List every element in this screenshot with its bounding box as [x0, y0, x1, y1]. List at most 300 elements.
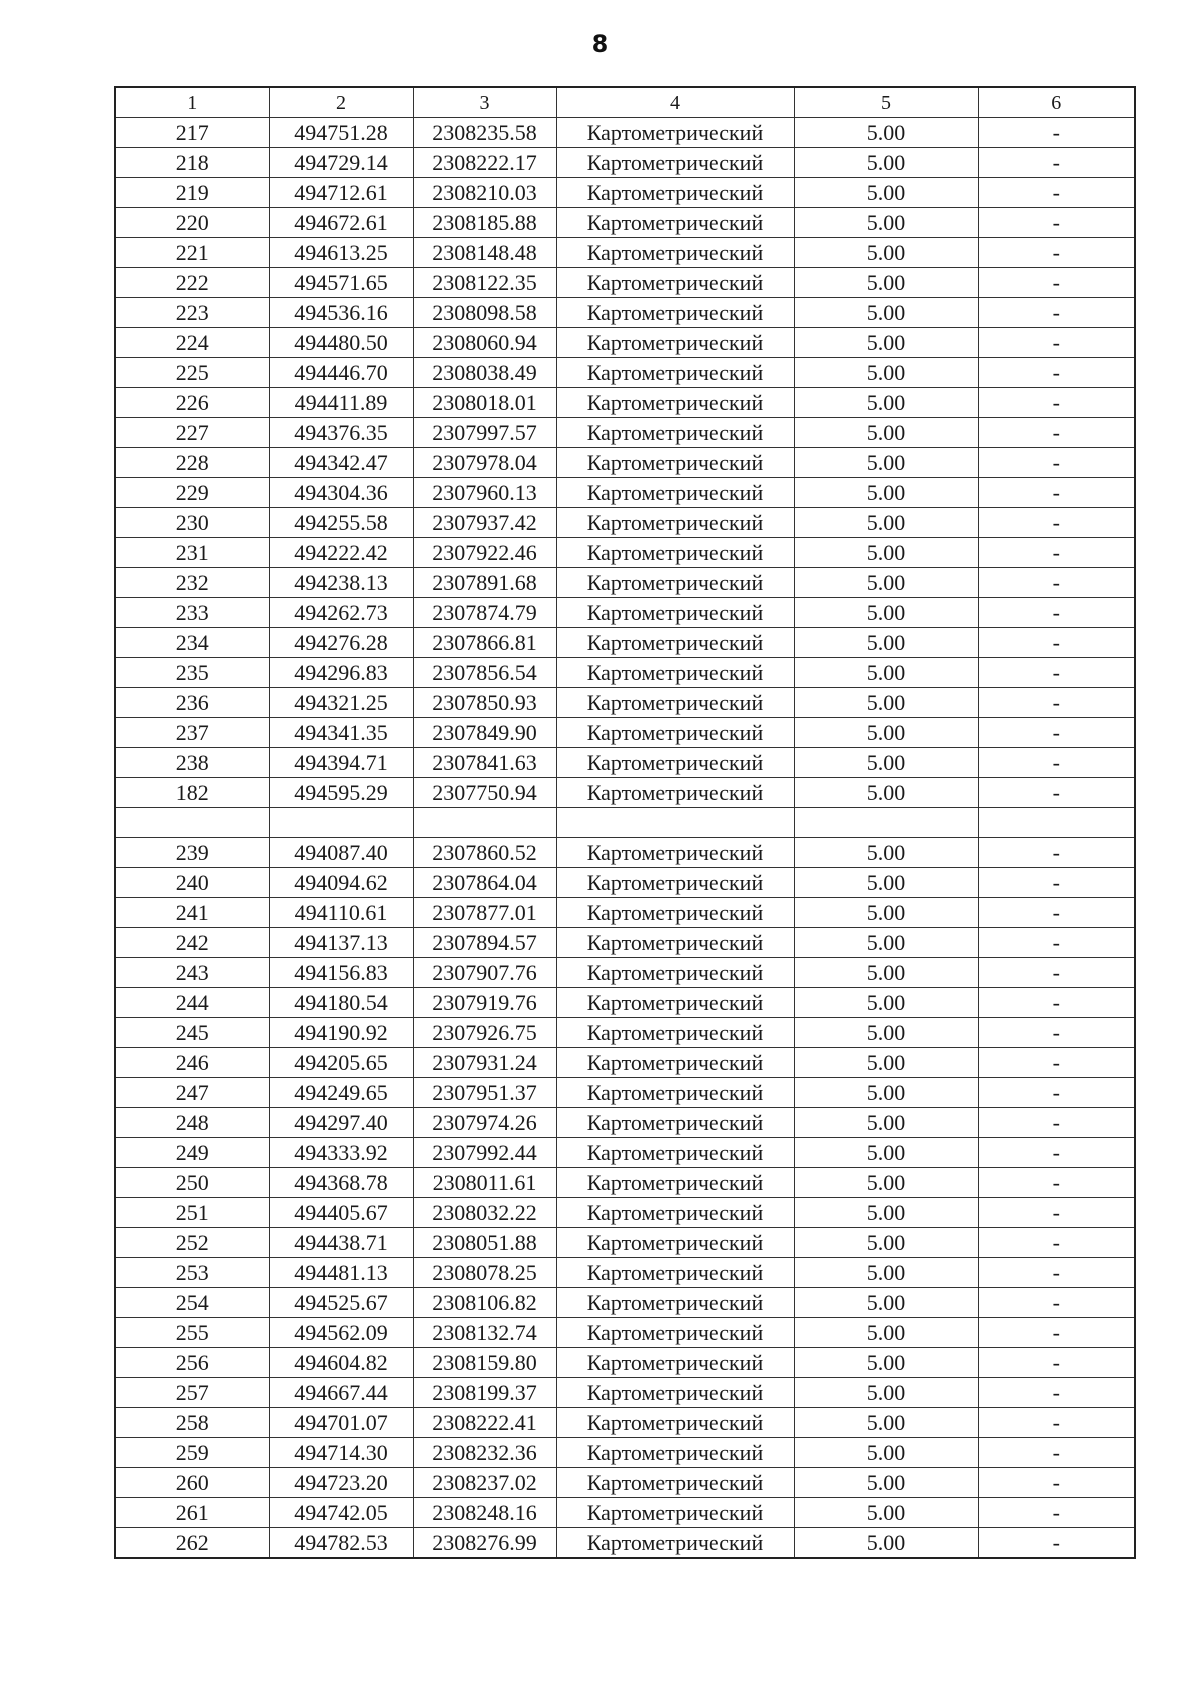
table-body — [115, 87, 1135, 1558]
table-row — [115, 778, 1135, 808]
cell-accuracy: 5.00 — [794, 838, 978, 868]
cell-y: 2308276.99 — [413, 1528, 556, 1559]
cell-accuracy: 5.00 — [794, 1408, 978, 1438]
cell-method: Картометрический — [556, 718, 794, 748]
cell-y: 2308078.25 — [413, 1258, 556, 1288]
cell-method: Картометрический — [556, 1408, 794, 1438]
cell-x: 494525.67 — [269, 1288, 413, 1318]
cell-point-number: 227 — [115, 418, 269, 448]
cell-x: 494729.14 — [269, 148, 413, 178]
cell-y: 2307978.04 — [413, 448, 556, 478]
table-row — [115, 1108, 1135, 1138]
table-row — [115, 1468, 1135, 1498]
cell-point-number: 240 — [115, 868, 269, 898]
cell-accuracy: 5.00 — [794, 1078, 978, 1108]
cell-method: Картометрический — [556, 508, 794, 538]
cell-y: 2307850.93 — [413, 688, 556, 718]
header-cell-y: 3 — [413, 87, 556, 118]
cell-description: - — [978, 1138, 1135, 1168]
table-row — [115, 448, 1135, 478]
cell-y: 2307750.94 — [413, 778, 556, 808]
cell-description: - — [978, 268, 1135, 298]
cell-method: Картометрический — [556, 928, 794, 958]
cell-accuracy: 5.00 — [794, 598, 978, 628]
cell-method: Картометрический — [556, 628, 794, 658]
cell-point-number: 222 — [115, 268, 269, 298]
cell-description: - — [978, 688, 1135, 718]
cell-accuracy: 5.00 — [794, 1258, 978, 1288]
cell-description: - — [978, 148, 1135, 178]
cell-accuracy: 5.00 — [794, 1228, 978, 1258]
cell-accuracy: 5.00 — [794, 958, 978, 988]
cell-method: Картометрический — [556, 238, 794, 268]
cell-method: Картометрический — [556, 1468, 794, 1498]
cell-method: Картометрический — [556, 1138, 794, 1168]
cell-y: 2307974.26 — [413, 1108, 556, 1138]
table-row — [115, 718, 1135, 748]
cell-x: 494742.05 — [269, 1498, 413, 1528]
cell-x: 494249.65 — [269, 1078, 413, 1108]
cell-method: Картометрический — [556, 958, 794, 988]
cell-y: 2307874.79 — [413, 598, 556, 628]
cell-accuracy: 5.00 — [794, 1498, 978, 1528]
cell-accuracy: 5.00 — [794, 1348, 978, 1378]
cell-y: 2308222.17 — [413, 148, 556, 178]
cell-x: 494255.58 — [269, 508, 413, 538]
cell-x: 494304.36 — [269, 478, 413, 508]
cell-method: Картометрический — [556, 418, 794, 448]
cell-method — [556, 808, 794, 838]
cell-accuracy: 5.00 — [794, 328, 978, 358]
table-row — [115, 178, 1135, 208]
cell-point-number: 254 — [115, 1288, 269, 1318]
cell-x: 494296.83 — [269, 658, 413, 688]
cell-x: 494321.25 — [269, 688, 413, 718]
table-row — [115, 1348, 1135, 1378]
cell-point-number: 234 — [115, 628, 269, 658]
cell-description: - — [978, 748, 1135, 778]
cell-point-number: 182 — [115, 778, 269, 808]
cell-y — [413, 808, 556, 838]
table-row — [115, 208, 1135, 238]
table-row — [115, 1498, 1135, 1528]
table-row — [115, 1408, 1135, 1438]
cell-y: 2308222.41 — [413, 1408, 556, 1438]
cell-description: - — [978, 958, 1135, 988]
cell-y: 2308032.22 — [413, 1198, 556, 1228]
cell-description: - — [978, 178, 1135, 208]
cell-y: 2308148.48 — [413, 238, 556, 268]
cell-point-number: 259 — [115, 1438, 269, 1468]
cell-accuracy: 5.00 — [794, 778, 978, 808]
cell-x: 494238.13 — [269, 568, 413, 598]
cell-method: Картометрический — [556, 1438, 794, 1468]
cell-accuracy: 5.00 — [794, 1108, 978, 1138]
table-row — [115, 238, 1135, 268]
cell-y: 2308060.94 — [413, 328, 556, 358]
cell-x: 494276.28 — [269, 628, 413, 658]
cell-y: 2307856.54 — [413, 658, 556, 688]
cell-x: 494536.16 — [269, 298, 413, 328]
cell-y: 2308248.16 — [413, 1498, 556, 1528]
cell-accuracy: 5.00 — [794, 1318, 978, 1348]
cell-point-number: 218 — [115, 148, 269, 178]
cell-x: 494341.35 — [269, 718, 413, 748]
cell-accuracy: 5.00 — [794, 298, 978, 328]
cell-x: 494701.07 — [269, 1408, 413, 1438]
cell-point-number: 253 — [115, 1258, 269, 1288]
cell-point-number: 236 — [115, 688, 269, 718]
cell-x: 494110.61 — [269, 898, 413, 928]
cell-point-number: 247 — [115, 1078, 269, 1108]
cell-description: - — [978, 658, 1135, 688]
cell-method: Картометрический — [556, 1228, 794, 1258]
table-row — [115, 958, 1135, 988]
cell-x: 494156.83 — [269, 958, 413, 988]
cell-method: Картометрический — [556, 388, 794, 418]
cell-description: - — [978, 1258, 1135, 1288]
cell-point-number: 221 — [115, 238, 269, 268]
cell-point-number: 225 — [115, 358, 269, 388]
cell-method: Картометрический — [556, 538, 794, 568]
cell-y: 2308159.80 — [413, 1348, 556, 1378]
cell-y: 2307922.46 — [413, 538, 556, 568]
cell-point-number: 262 — [115, 1528, 269, 1559]
cell-description: - — [978, 358, 1135, 388]
cell-method: Картометрический — [556, 1198, 794, 1228]
cell-point-number: 224 — [115, 328, 269, 358]
table-row — [115, 1258, 1135, 1288]
cell-x: 494262.73 — [269, 598, 413, 628]
cell-y: 2307866.81 — [413, 628, 556, 658]
cell-accuracy: 5.00 — [794, 1438, 978, 1468]
cell-point-number: 251 — [115, 1198, 269, 1228]
cell-x: 494782.53 — [269, 1528, 413, 1559]
cell-x: 494205.65 — [269, 1048, 413, 1078]
cell-method: Картометрический — [556, 358, 794, 388]
cell-method: Картометрический — [556, 1078, 794, 1108]
cell-point-number: 230 — [115, 508, 269, 538]
cell-accuracy: 5.00 — [794, 568, 978, 598]
cell-y: 2307992.44 — [413, 1138, 556, 1168]
cell-point-number: 242 — [115, 928, 269, 958]
table-row — [115, 148, 1135, 178]
cell-accuracy: 5.00 — [794, 928, 978, 958]
cell-description: - — [978, 1498, 1135, 1528]
cell-y: 2307877.01 — [413, 898, 556, 928]
cell-y: 2307931.24 — [413, 1048, 556, 1078]
cell-y: 2307937.42 — [413, 508, 556, 538]
header-cell-method: 4 — [556, 87, 794, 118]
cell-point-number: 261 — [115, 1498, 269, 1528]
cell-y: 2308098.58 — [413, 298, 556, 328]
cell-description: - — [978, 628, 1135, 658]
table-row — [115, 418, 1135, 448]
cell-point-number: 245 — [115, 1018, 269, 1048]
cell-point-number: 257 — [115, 1378, 269, 1408]
cell-description: - — [978, 298, 1135, 328]
cell-method: Картометрический — [556, 1168, 794, 1198]
cell-y: 2308199.37 — [413, 1378, 556, 1408]
table-row — [115, 808, 1135, 838]
cell-accuracy: 5.00 — [794, 388, 978, 418]
cell-x: 494562.09 — [269, 1318, 413, 1348]
table-row — [115, 1378, 1135, 1408]
cell-accuracy: 5.00 — [794, 868, 978, 898]
cell-x: 494405.67 — [269, 1198, 413, 1228]
cell-description: - — [978, 598, 1135, 628]
cell-description: - — [978, 1168, 1135, 1198]
cell-point-number: 226 — [115, 388, 269, 418]
table-row — [115, 1018, 1135, 1048]
table-row — [115, 868, 1135, 898]
cell-description: - — [978, 208, 1135, 238]
cell-point-number: 252 — [115, 1228, 269, 1258]
cell-point-number: 235 — [115, 658, 269, 688]
cell-point-number: 223 — [115, 298, 269, 328]
cell-description: - — [978, 1378, 1135, 1408]
cell-y: 2307860.52 — [413, 838, 556, 868]
cell-y: 2308106.82 — [413, 1288, 556, 1318]
coordinates-table — [114, 86, 1136, 1559]
cell-point-number: 238 — [115, 748, 269, 778]
table-row — [115, 658, 1135, 688]
cell-point-number: 258 — [115, 1408, 269, 1438]
cell-method: Картометрический — [556, 1288, 794, 1318]
cell-x: 494613.25 — [269, 238, 413, 268]
cell-description: - — [978, 1438, 1135, 1468]
cell-y: 2308237.02 — [413, 1468, 556, 1498]
cell-description: - — [978, 928, 1135, 958]
cell-point-number: 228 — [115, 448, 269, 478]
cell-method: Картометрический — [556, 268, 794, 298]
cell-point-number: 220 — [115, 208, 269, 238]
cell-x: 494446.70 — [269, 358, 413, 388]
cell-y: 2308132.74 — [413, 1318, 556, 1348]
cell-y: 2307997.57 — [413, 418, 556, 448]
cell-description: - — [978, 868, 1135, 898]
table-row — [115, 508, 1135, 538]
cell-description: - — [978, 1228, 1135, 1258]
cell-description: - — [978, 568, 1135, 598]
cell-x: 494087.40 — [269, 838, 413, 868]
cell-accuracy: 5.00 — [794, 988, 978, 1018]
cell-accuracy: 5.00 — [794, 208, 978, 238]
cell-accuracy: 5.00 — [794, 538, 978, 568]
cell-accuracy: 5.00 — [794, 658, 978, 688]
cell-method: Картометрический — [556, 1378, 794, 1408]
cell-accuracy — [794, 808, 978, 838]
cell-description: - — [978, 1108, 1135, 1138]
cell-point-number — [115, 808, 269, 838]
cell-description: - — [978, 418, 1135, 448]
cell-x: 494571.65 — [269, 268, 413, 298]
table-row — [115, 628, 1135, 658]
cell-accuracy: 5.00 — [794, 268, 978, 298]
cell-accuracy: 5.00 — [794, 178, 978, 208]
table-row — [115, 1078, 1135, 1108]
table-row — [115, 328, 1135, 358]
cell-method: Картометрический — [556, 1498, 794, 1528]
cell-method: Картометрический — [556, 208, 794, 238]
cell-point-number: 256 — [115, 1348, 269, 1378]
cell-accuracy: 5.00 — [794, 1018, 978, 1048]
cell-x: 494723.20 — [269, 1468, 413, 1498]
cell-x: 494667.44 — [269, 1378, 413, 1408]
cell-x: 494342.47 — [269, 448, 413, 478]
cell-method: Картометрический — [556, 178, 794, 208]
cell-y: 2307894.57 — [413, 928, 556, 958]
cell-method: Картометрический — [556, 748, 794, 778]
cell-description: - — [978, 1078, 1135, 1108]
cell-point-number: 250 — [115, 1168, 269, 1198]
table-row — [115, 1168, 1135, 1198]
cell-description: - — [978, 448, 1135, 478]
cell-method: Картометрический — [556, 298, 794, 328]
cell-y: 2308011.61 — [413, 1168, 556, 1198]
cell-method: Картометрический — [556, 1318, 794, 1348]
cell-description: - — [978, 1468, 1135, 1498]
header-cell-x: 2 — [269, 87, 413, 118]
cell-accuracy: 5.00 — [794, 418, 978, 448]
cell-y: 2307951.37 — [413, 1078, 556, 1108]
cell-description: - — [978, 1198, 1135, 1228]
cell-method: Картометрический — [556, 118, 794, 148]
cell-point-number: 231 — [115, 538, 269, 568]
cell-description: - — [978, 478, 1135, 508]
cell-point-number: 217 — [115, 118, 269, 148]
cell-accuracy: 5.00 — [794, 148, 978, 178]
page-number: 8 — [591, 30, 609, 58]
cell-accuracy: 5.00 — [794, 358, 978, 388]
cell-accuracy: 5.00 — [794, 688, 978, 718]
cell-y: 2307849.90 — [413, 718, 556, 748]
cell-description: - — [978, 1318, 1135, 1348]
cell-point-number: 246 — [115, 1048, 269, 1078]
cell-description: - — [978, 508, 1135, 538]
cell-y: 2308038.49 — [413, 358, 556, 388]
table-row — [115, 478, 1135, 508]
cell-x: 494190.92 — [269, 1018, 413, 1048]
cell-x: 494751.28 — [269, 118, 413, 148]
cell-method: Картометрический — [556, 448, 794, 478]
cell-x: 494438.71 — [269, 1228, 413, 1258]
table-row — [115, 358, 1135, 388]
table-header-row — [115, 87, 1135, 118]
cell-method: Картометрический — [556, 1048, 794, 1078]
cell-description — [978, 808, 1135, 838]
table-row — [115, 388, 1135, 418]
cell-x: 494094.62 — [269, 868, 413, 898]
cell-method: Картометрический — [556, 1108, 794, 1138]
cell-point-number: 244 — [115, 988, 269, 1018]
cell-x: 494180.54 — [269, 988, 413, 1018]
cell-y: 2308122.35 — [413, 268, 556, 298]
cell-method: Картометрический — [556, 838, 794, 868]
table-row — [115, 538, 1135, 568]
cell-x: 494712.61 — [269, 178, 413, 208]
cell-accuracy: 5.00 — [794, 478, 978, 508]
cell-y: 2308051.88 — [413, 1228, 556, 1258]
cell-y: 2307907.76 — [413, 958, 556, 988]
cell-description: - — [978, 538, 1135, 568]
cell-y: 2308018.01 — [413, 388, 556, 418]
cell-description: - — [978, 898, 1135, 928]
cell-point-number: 232 — [115, 568, 269, 598]
table-row — [115, 688, 1135, 718]
cell-x: 494595.29 — [269, 778, 413, 808]
cell-y: 2308210.03 — [413, 178, 556, 208]
table-row — [115, 1138, 1135, 1168]
cell-accuracy: 5.00 — [794, 508, 978, 538]
cell-x: 494714.30 — [269, 1438, 413, 1468]
cell-point-number: 241 — [115, 898, 269, 928]
cell-y: 2307864.04 — [413, 868, 556, 898]
table-row — [115, 838, 1135, 868]
cell-description: - — [978, 1408, 1135, 1438]
cell-x: 494297.40 — [269, 1108, 413, 1138]
cell-y: 2307926.75 — [413, 1018, 556, 1048]
cell-accuracy: 5.00 — [794, 1048, 978, 1078]
cell-method: Картометрический — [556, 868, 794, 898]
cell-method: Картометрический — [556, 778, 794, 808]
cell-accuracy: 5.00 — [794, 1138, 978, 1168]
cell-x: 494394.71 — [269, 748, 413, 778]
cell-y: 2308232.36 — [413, 1438, 556, 1468]
cell-y: 2308185.88 — [413, 208, 556, 238]
cell-y: 2307891.68 — [413, 568, 556, 598]
cell-method: Картометрический — [556, 658, 794, 688]
cell-accuracy: 5.00 — [794, 118, 978, 148]
cell-y: 2307919.76 — [413, 988, 556, 1018]
cell-point-number: 229 — [115, 478, 269, 508]
cell-point-number: 255 — [115, 1318, 269, 1348]
cell-accuracy: 5.00 — [794, 1198, 978, 1228]
cell-point-number: 219 — [115, 178, 269, 208]
cell-description: - — [978, 118, 1135, 148]
table-row — [115, 1528, 1135, 1559]
cell-description: - — [978, 988, 1135, 1018]
cell-accuracy: 5.00 — [794, 628, 978, 658]
cell-x: 494137.13 — [269, 928, 413, 958]
cell-description: - — [978, 328, 1135, 358]
cell-description: - — [978, 1048, 1135, 1078]
header-cell-point-number: 1 — [115, 87, 269, 118]
table-row — [115, 268, 1135, 298]
cell-point-number: 239 — [115, 838, 269, 868]
cell-accuracy: 5.00 — [794, 1168, 978, 1198]
table-row — [115, 1198, 1135, 1228]
table-row — [115, 748, 1135, 778]
cell-method: Картометрический — [556, 568, 794, 598]
cell-point-number: 243 — [115, 958, 269, 988]
cell-x: 494604.82 — [269, 1348, 413, 1378]
cell-description: - — [978, 718, 1135, 748]
cell-method: Картометрический — [556, 598, 794, 628]
cell-description: - — [978, 388, 1135, 418]
cell-method: Картометрический — [556, 688, 794, 718]
cell-method: Картометрический — [556, 478, 794, 508]
cell-method: Картометрический — [556, 328, 794, 358]
cell-method: Картометрический — [556, 148, 794, 178]
cell-point-number: 248 — [115, 1108, 269, 1138]
cell-description: - — [978, 838, 1135, 868]
cell-x: 494333.92 — [269, 1138, 413, 1168]
cell-method: Картометрический — [556, 1528, 794, 1559]
cell-method: Картометрический — [556, 988, 794, 1018]
cell-accuracy: 5.00 — [794, 748, 978, 778]
cell-description: - — [978, 778, 1135, 808]
